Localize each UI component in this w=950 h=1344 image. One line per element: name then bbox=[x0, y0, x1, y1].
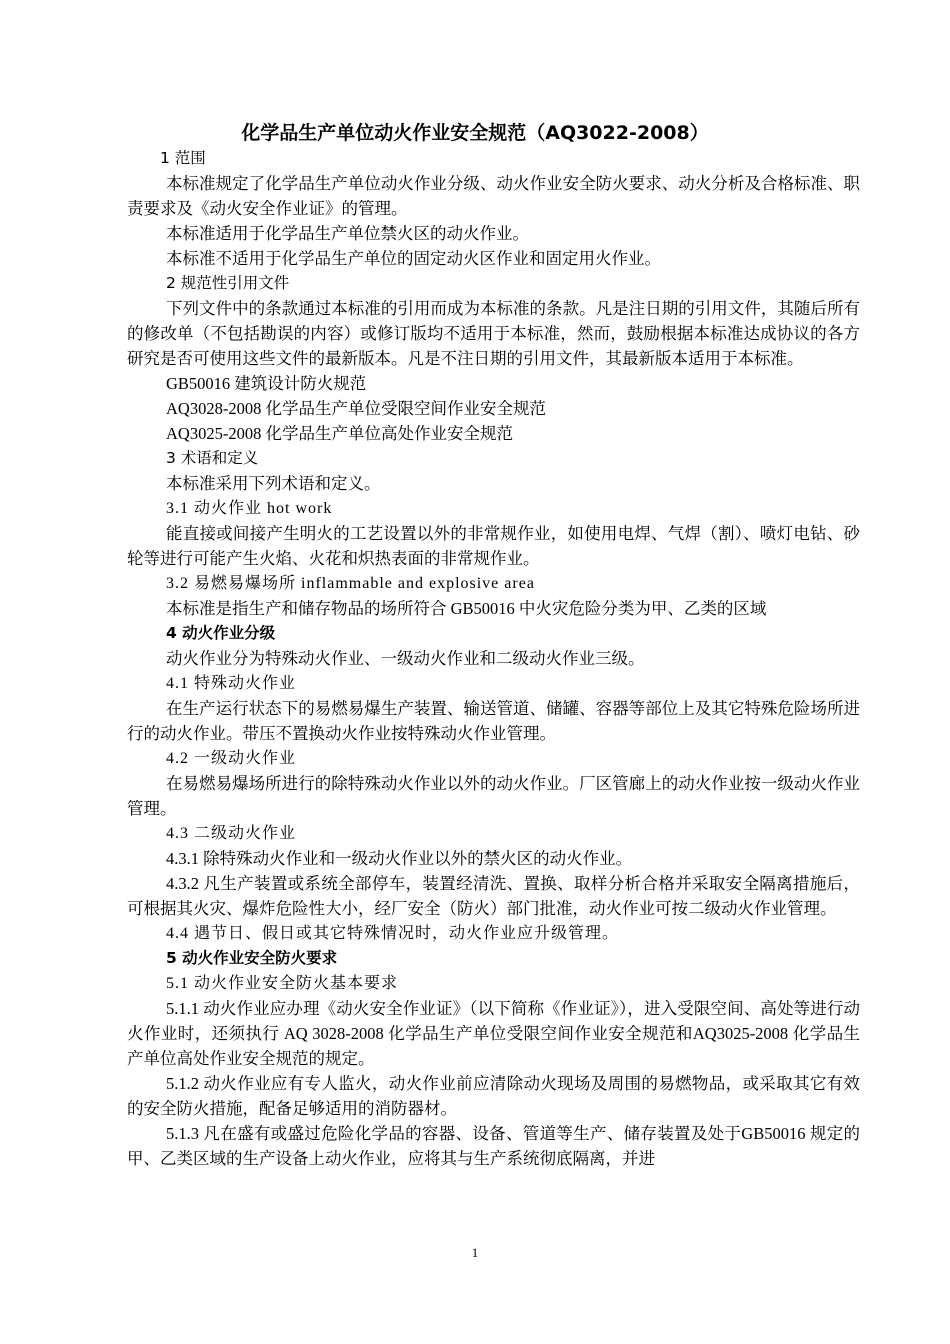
section-heading: 1 范围 bbox=[160, 149, 206, 167]
body-paragraph: 能直接或间接产生明火的工艺设置以外的非常规作业，如使用电焊、气焊（割）、喷灯电钻、砂轮等进行可能产生火焰、火花和炽热表面的非常规作业。 bbox=[127, 524, 860, 568]
body-paragraph: AQ3025-2008 化学品生产单位高处作业安全规范 bbox=[166, 424, 513, 443]
body-paragraph: 5.1.3 凡在盛有或盛过危险化学品的容器、设备、管道等生产、储存装置及处于GB50016 规定的甲、乙类区域的生产设备上动火作业，应将其与生产系统彻底隔离，并进 bbox=[127, 1124, 860, 1168]
body-paragraph: 本标准是指生产和储存物品的场所符合 GB50016 中火灾危险分类为甲、乙类的区域 bbox=[166, 599, 767, 618]
body-paragraph: 5.1.2 动火作业应有专人监火，动火作业前应清除动火现场及周围的易燃物品，或采取其它有效的安全防火措施，配备足够适用的消防器材。 bbox=[127, 1074, 860, 1118]
subsection-heading: 4.3 二级动火作业 bbox=[166, 825, 297, 842]
body-paragraph: 在易燃易爆场所进行的除特殊动火作业以外的动火作业。厂区管廊上的动火作业按一级动火作业管理。 bbox=[127, 774, 860, 818]
document-title: 化学品生产单位动火作业安全规范（AQ3022-2008） bbox=[241, 122, 709, 144]
subsection-heading: 3.2 易燃易爆场所 inflammable and explosive area bbox=[166, 575, 535, 592]
body-paragraph: 下列文件中的条款通过本标准的引用而成为本标准的条款。凡是注日期的引用文件，其随后所有的修改单（不包括勘误的内容）或修订版均不适用于本标准，然而，鼓励根据本标准达成协议的各方研究是否可使用这些文件的最新版本。凡是不注日期的引用文件，其最新版本适用于本标准。 bbox=[127, 299, 860, 368]
subsection-heading: 4.2 一级动火作业 bbox=[166, 750, 297, 767]
body-paragraph: 4.3.1 除特殊动火作业和一级动火作业以外的禁火区的动火作业。 bbox=[166, 849, 633, 868]
section-heading: 5 动火作业安全防火要求 bbox=[166, 949, 338, 967]
subsection-heading: 4.4 遇节日、假日或其它特殊情况时，动火作业应升级管理。 bbox=[166, 925, 620, 942]
body-paragraph: AQ3028-2008 化学品生产单位受限空间作业安全规范 bbox=[166, 399, 546, 418]
body-paragraph: 本标准规定了化学品生产单位动火作业分级、动火作业安全防火要求、动火分析及合格标准、职责要求及《动火安全作业证》的管理。 bbox=[127, 174, 860, 218]
section-heading: 4 动火作业分级 bbox=[166, 624, 276, 642]
subsection-heading: 5.1 动火作业安全防火基本要求 bbox=[166, 975, 399, 992]
subsection-heading: 4.1 特殊动火作业 bbox=[166, 675, 297, 692]
section-heading: 2 规范性引用文件 bbox=[166, 274, 290, 292]
body-paragraph: 在生产运行状态下的易燃易爆生产装置、输送管道、储罐、容器等部位上及其它特殊危险场所进行的动火作业。带压不置换动火作业按特殊动火作业管理。 bbox=[127, 699, 860, 743]
body-paragraph: 5.1.1 动火作业应办理《动火安全作业证》（以下简称《作业证》），进入受限空间、高处等进行动火作业时，还须执行 AQ 3028-2008 化学品生产单位受限空间作业安全规范和AQ3025-2008 化学品生产单位高处作业安全规范的规定。 bbox=[127, 999, 860, 1068]
body-paragraph: 4.3.2 凡生产装置或系统全部停车，装置经清洗、置换、取样分析合格并采取安全隔离措施后，可根据其火灾、爆炸危险性大小，经厂安全（防火）部门批准，动火作业可按二级动火作业管理。 bbox=[127, 874, 860, 918]
body-paragraph: GB50016 建筑设计防火规范 bbox=[166, 374, 367, 393]
body-paragraph: 本标准不适用于化学品生产单位的固定动火区作业和固定用火作业。 bbox=[166, 249, 661, 268]
body-paragraph: 动火作业分为特殊动火作业、一级动火作业和二级动火作业三级。 bbox=[166, 649, 645, 668]
page-number: 1 bbox=[471, 1245, 479, 1260]
section-heading: 3 术语和定义 bbox=[166, 449, 259, 467]
subsection-heading: 3.1 动火作业 hot work bbox=[166, 500, 333, 517]
body-paragraph: 本标准适用于化学品生产单位禁火区的动火作业。 bbox=[166, 224, 529, 243]
body-paragraph: 本标准采用下列术语和定义。 bbox=[166, 474, 381, 493]
document-body bbox=[127, 146, 860, 1171]
